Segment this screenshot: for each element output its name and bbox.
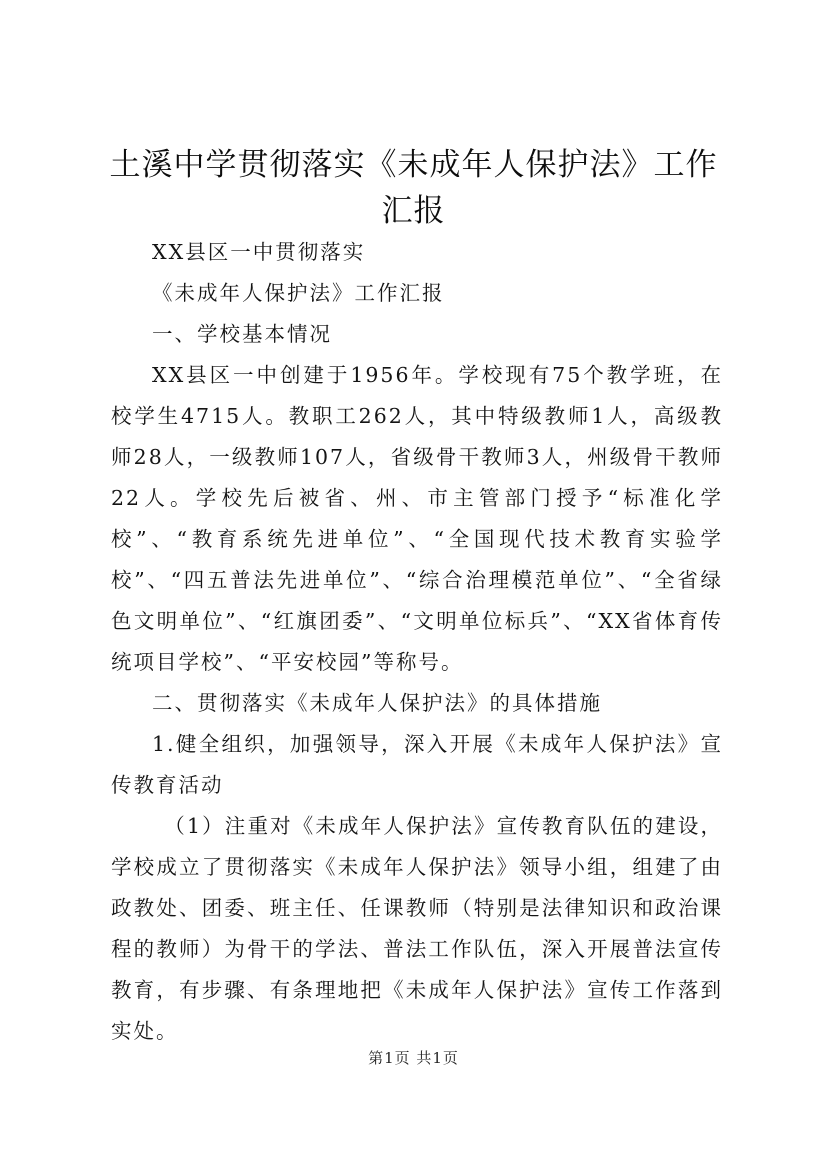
section-heading-2: 二、贯彻落实《未成年人保护法》的具体措施 xyxy=(152,691,602,715)
document-title: 土溪中学贯彻落实《未成年人保护法》工作汇报 xyxy=(109,147,718,229)
page-number: 第1页 共1页 xyxy=(368,1049,459,1067)
measure-heading-1: 1.健全组织，加强领导，深入开展《未成年人保护法》宣传教育活动 xyxy=(111,732,723,797)
intro-line-2: 《未成年人保护法》工作汇报 xyxy=(152,281,445,305)
section-heading-1: 一、学校基本情况 xyxy=(152,322,332,346)
document-body xyxy=(111,232,723,1052)
school-overview-paragraph: XX县区一中创建于1956年。学校现有75个教学班，在校学生4715人。教职工262人，其中特级教师1人，高级教师28人，一级教师107人，省级骨干教师3人，州级骨干教师22人。学校先后被省、州、市主管部门授予“标准化学校”、“教育系统先进单位”、“全国现代技术教育实验学校”、“四五普法先进单位”、“综合治理模范单位”、“全省绿色文明单位”、“红旗团委”、“文明单位标兵”、“XX省体育传统项目学校”、“平安校园”等称号。 xyxy=(111,363,723,674)
intro-line-1: XX县区一中贯彻落实 xyxy=(152,240,366,264)
measure-item-1-paragraph: （1）注重对《未成年人保护法》宣传教育队伍的建设，学校成立了贯彻落实《未成年人保护法》领导小组，组建了由政教处、团委、班主任、任课教师（特别是法律知识和政治课程的教师）为骨干的学法、普法工作队伍，深入开展普法宣传教育，有步骤、有条理地把《未成年人保护法》宣传工作落到实处。 xyxy=(111,814,723,1043)
